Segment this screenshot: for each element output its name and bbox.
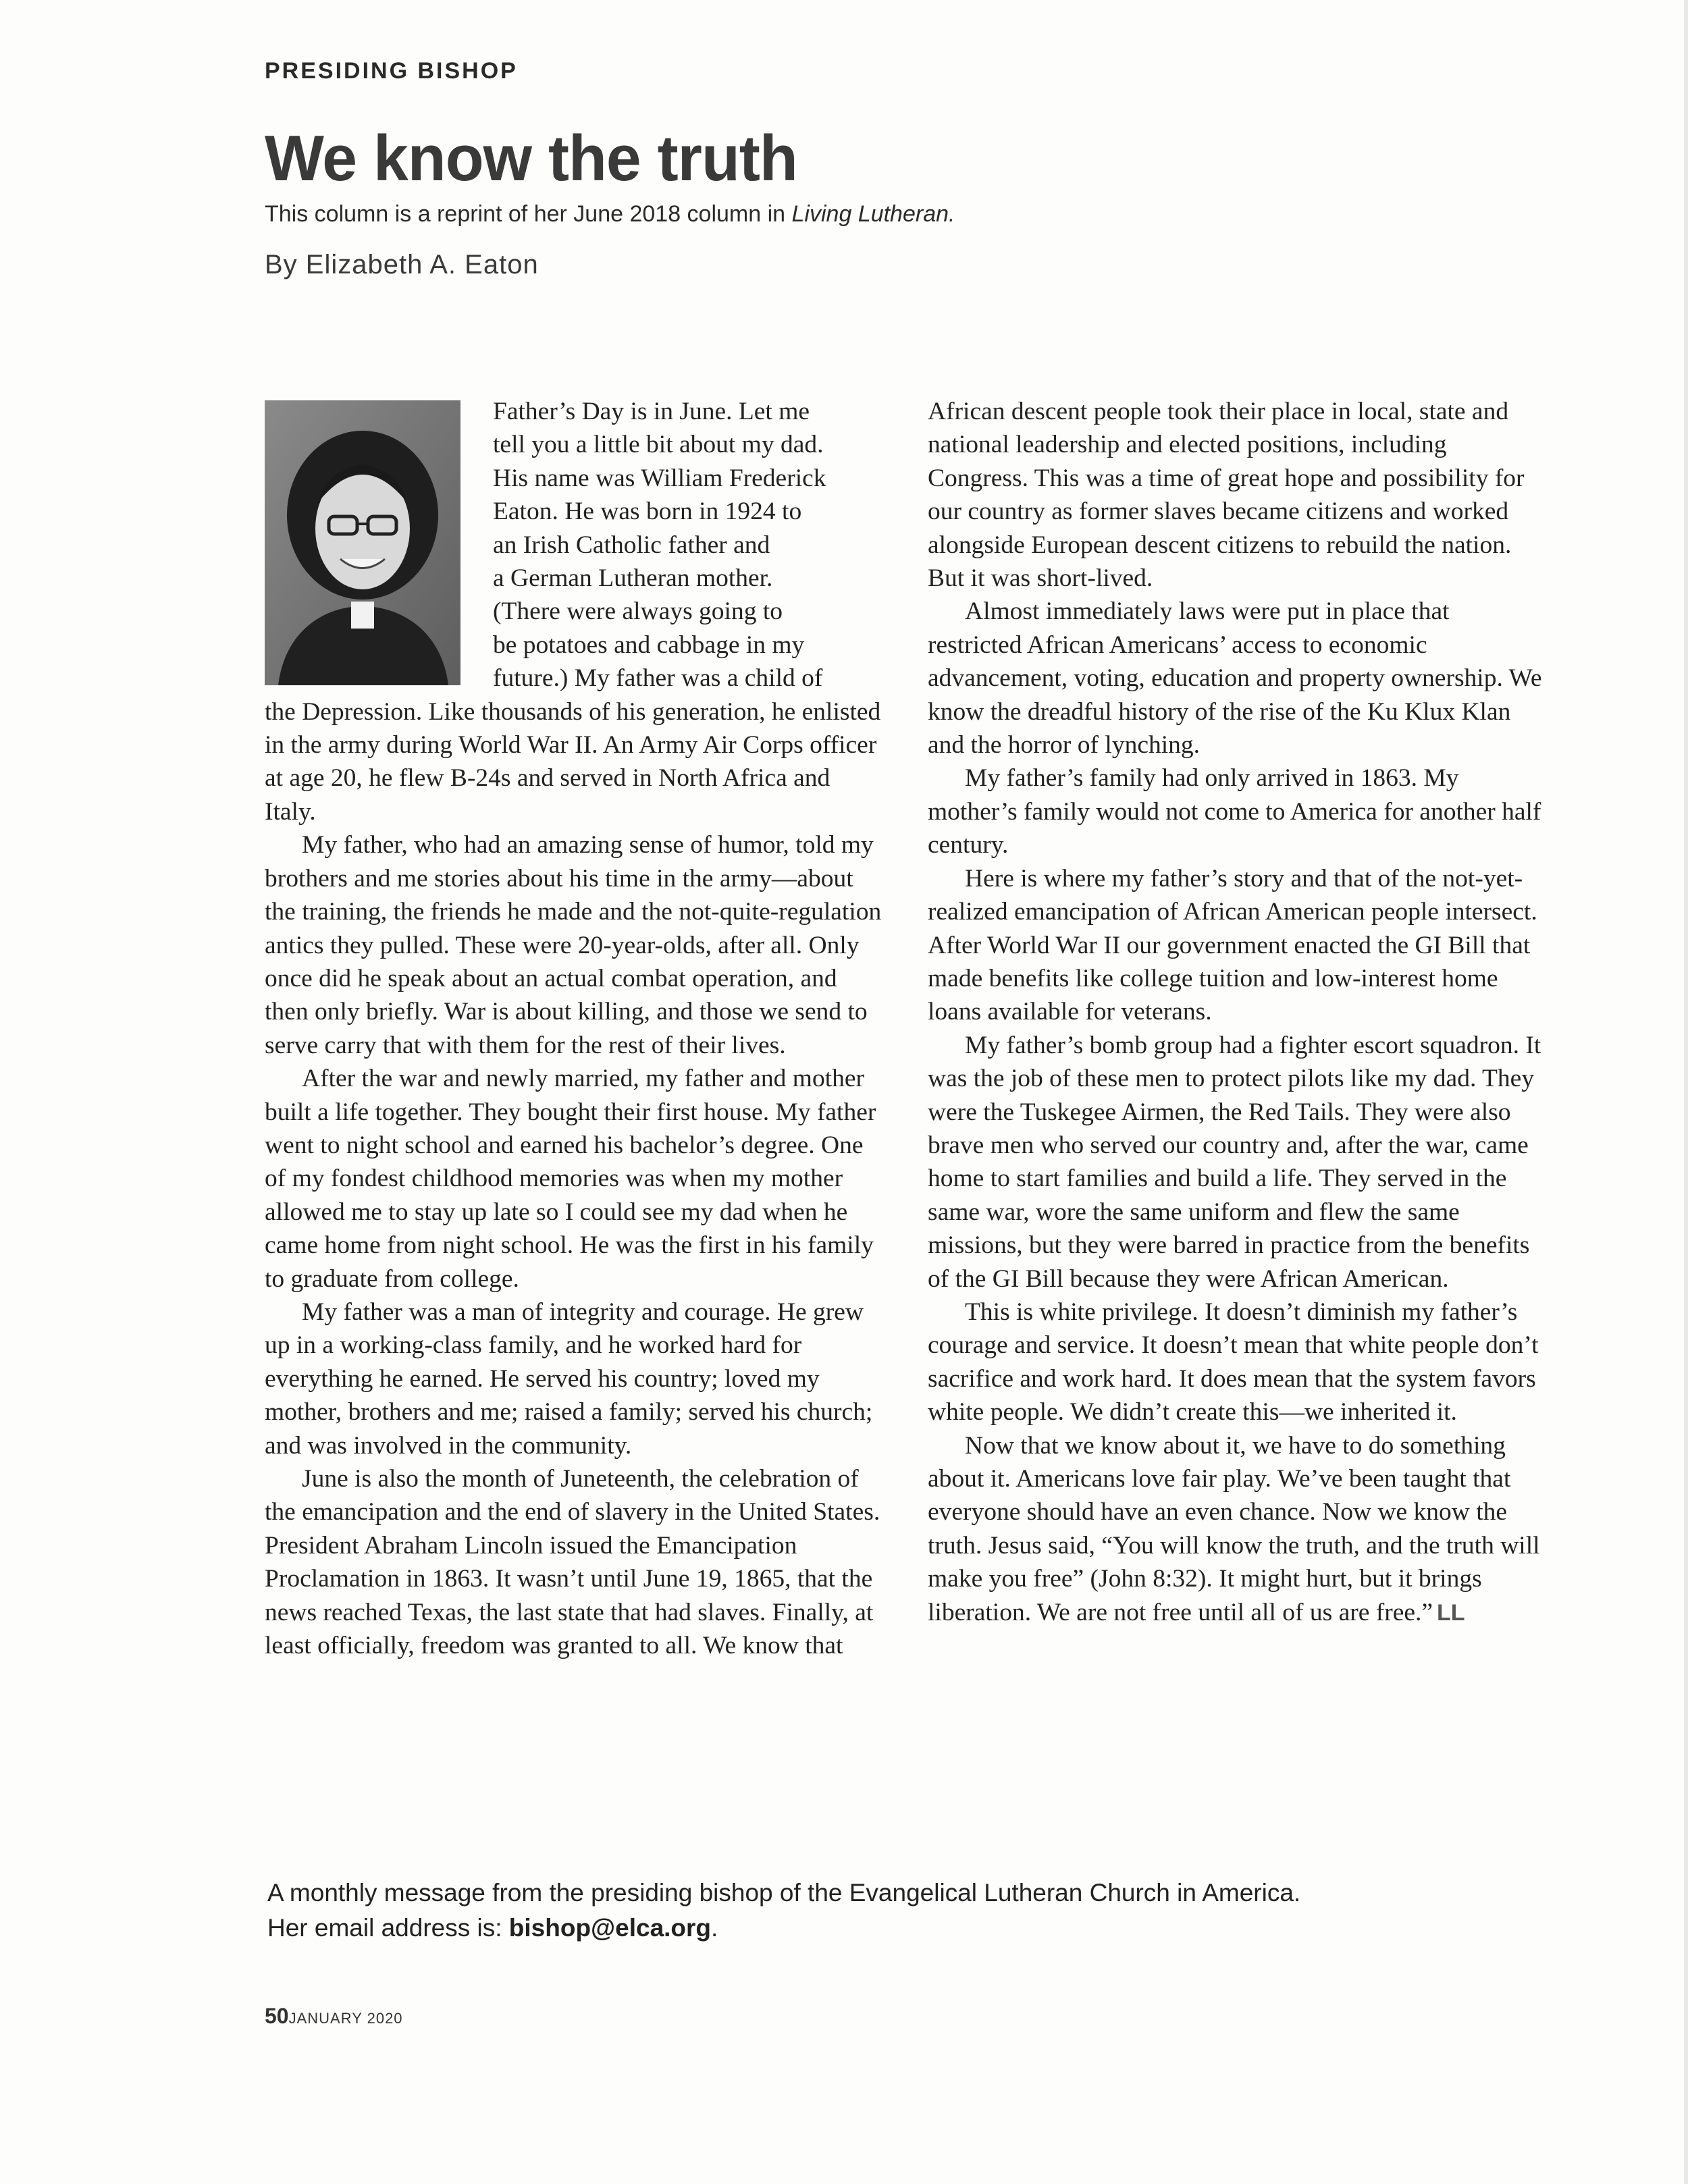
wrap-line: an Irish Catholic father and: [493, 531, 770, 559]
portrait-photo: [265, 400, 460, 685]
wrap-line: tell you a little bit about my dad.: [493, 431, 824, 459]
right-paragraph-5: My father’s bomb group had a fighter escort squadron. It was the job of these men to protect pilots like my dad. They were the Tuskegee Airmen, the Red Tails. They were also brave men who served our country and, after the war, came home to start families and build a life. They served in the same war, wore the same uniform and flew the same missions, but they were barred in practice from the benefits of the GI Bill because they were African American.: [928, 1031, 1541, 1293]
page-footer: [265, 2004, 403, 2029]
left-paragraph-2: My father, who had an amazing sense of humor, told my brothers and me stories about his time in the army—about the training, the friends he made and the not-quite-regulation antics they pulled. These were 20-year-olds, after all. Only once did he speak about an actual combat operation, and then only briefly. War is about killing, and those we send to serve carry that with them for the rest of their lives.: [265, 831, 882, 1059]
article-subtitle: [265, 201, 955, 228]
footer-line-2: [267, 1911, 1300, 1946]
closing-text: Now that we know about it, we have to do something about it. Americans love fair play. We’ve been taught that everyone should have an even chance. Now we know the truth. Jesus said, “You will know the truth, and the truth will make you free” (John 8:32). It might hurt, but it brings liberation. We are not free until all of us are free.”: [928, 1431, 1540, 1626]
right-paragraph-7: [928, 1429, 1542, 1630]
footer-line-1: A monthly message from the presiding bishop of the Evangelical Lutheran Church in America.: [267, 1879, 1301, 1907]
wrap-line: Father’s Day is in June. Let me: [493, 398, 810, 425]
wrap-line: (There were always going to: [493, 597, 783, 626]
paragraph-continuation: the Depression. Like thousands of his generation, he enlisted in the army during World War II. An Army Air Corps officer at age 20, he flew B-24s and served in North Africa and Italy.: [265, 697, 881, 826]
wrap-line: His name was William Frederick: [493, 464, 826, 492]
left-column: [265, 395, 886, 1662]
wrap-line: future.) My father was a child of: [493, 664, 823, 693]
right-paragraph-4: Here is where my father’s story and that of the not-yet-realized emancipation of African American people intersect. After World War II our government enacted the GI Bill that made benefits like college tuition and low-interest home loans available for veterans.: [928, 864, 1537, 1026]
footer-message: [267, 1875, 1300, 1946]
email-address[interactable]: bishop@elca.org: [508, 1914, 712, 1942]
page-number: 50: [265, 2004, 289, 2028]
left-paragraph-3: After the war and newly married, my father and mother built a life together. They bought their first house. My father went to night school and earned his bachelor’s degree. One of my fondest childhood memories was when my mother allowed me to stay up late so I could see my dad when he came home from night school. He was the first in his family to graduate from college.: [265, 1065, 876, 1293]
portrait-illustration: [265, 400, 460, 685]
publication-name: Living Lutheran.: [791, 201, 955, 227]
issue-date: JANUARY 2020: [288, 2010, 403, 2027]
email-suffix: .: [711, 1914, 718, 1942]
email-prefix: Her email address is:: [267, 1914, 509, 1942]
wrap-line: be potatoes and cabbage in my: [493, 631, 805, 659]
left-paragraph-4: My father was a man of integrity and courage. He grew up in a working-class family, and he worked hard for everything he earned. He served his country; loved my mother, brothers and me; raised a family; served his church; and was involved in the community.: [265, 1298, 873, 1460]
end-mark-icon: LL: [1437, 1599, 1465, 1626]
page-edge: [1684, 0, 1688, 2184]
right-paragraph-6: This is white privilege. It doesn’t diminish my father’s courage and service. It doesn’t mean that white people don’t sacrifice and work hard. It does mean that the system favors white people. We didn’t create this—we inherited it.: [928, 1298, 1539, 1427]
right-paragraph-2: Almost immediately laws were put in place that restricted African Americans’ access to economic advancement, voting, education and property ownership. We know the dreadful history of the rise of the Ku Klux Klan and the horror of lynching.: [928, 597, 1542, 760]
wrap-line: Eaton. He was born in 1924 to: [493, 498, 802, 526]
byline: By Elizabeth A. Eaton: [265, 250, 539, 279]
left-paragraph-5: June is also the month of Juneteenth, the celebration of the emancipation and the end of slavery in the United States. President Abraham Lincoln issued the Emancipation Proclamation in 1863. It wasn’t until June 19, 1865, that the news reached Texas, the last state that had slaves. Finally, at least officially, freedom was granted to all. We know that: [265, 1465, 880, 1660]
subtitle-text: This column is a reprint of her June 2018 column in: [265, 201, 792, 227]
right-paragraph-3: My father’s family had only arrived in 1863. My mother’s family would not come to America for another half century.: [928, 764, 1541, 859]
wrap-line: a German Lutheran mother.: [493, 564, 773, 593]
right-column: [928, 395, 1542, 1630]
section-label: PRESIDING BISHOP: [265, 58, 518, 84]
article-title: We know the truth: [265, 122, 797, 194]
right-paragraph-1: African descent people took their place in local, state and national leadership and elected positions, including Congress. This was a time of great hope and possibility for our country as former slaves became citizens and worked alongside European descent citizens to rebuild the nation. But it was short-lived.: [928, 398, 1525, 593]
